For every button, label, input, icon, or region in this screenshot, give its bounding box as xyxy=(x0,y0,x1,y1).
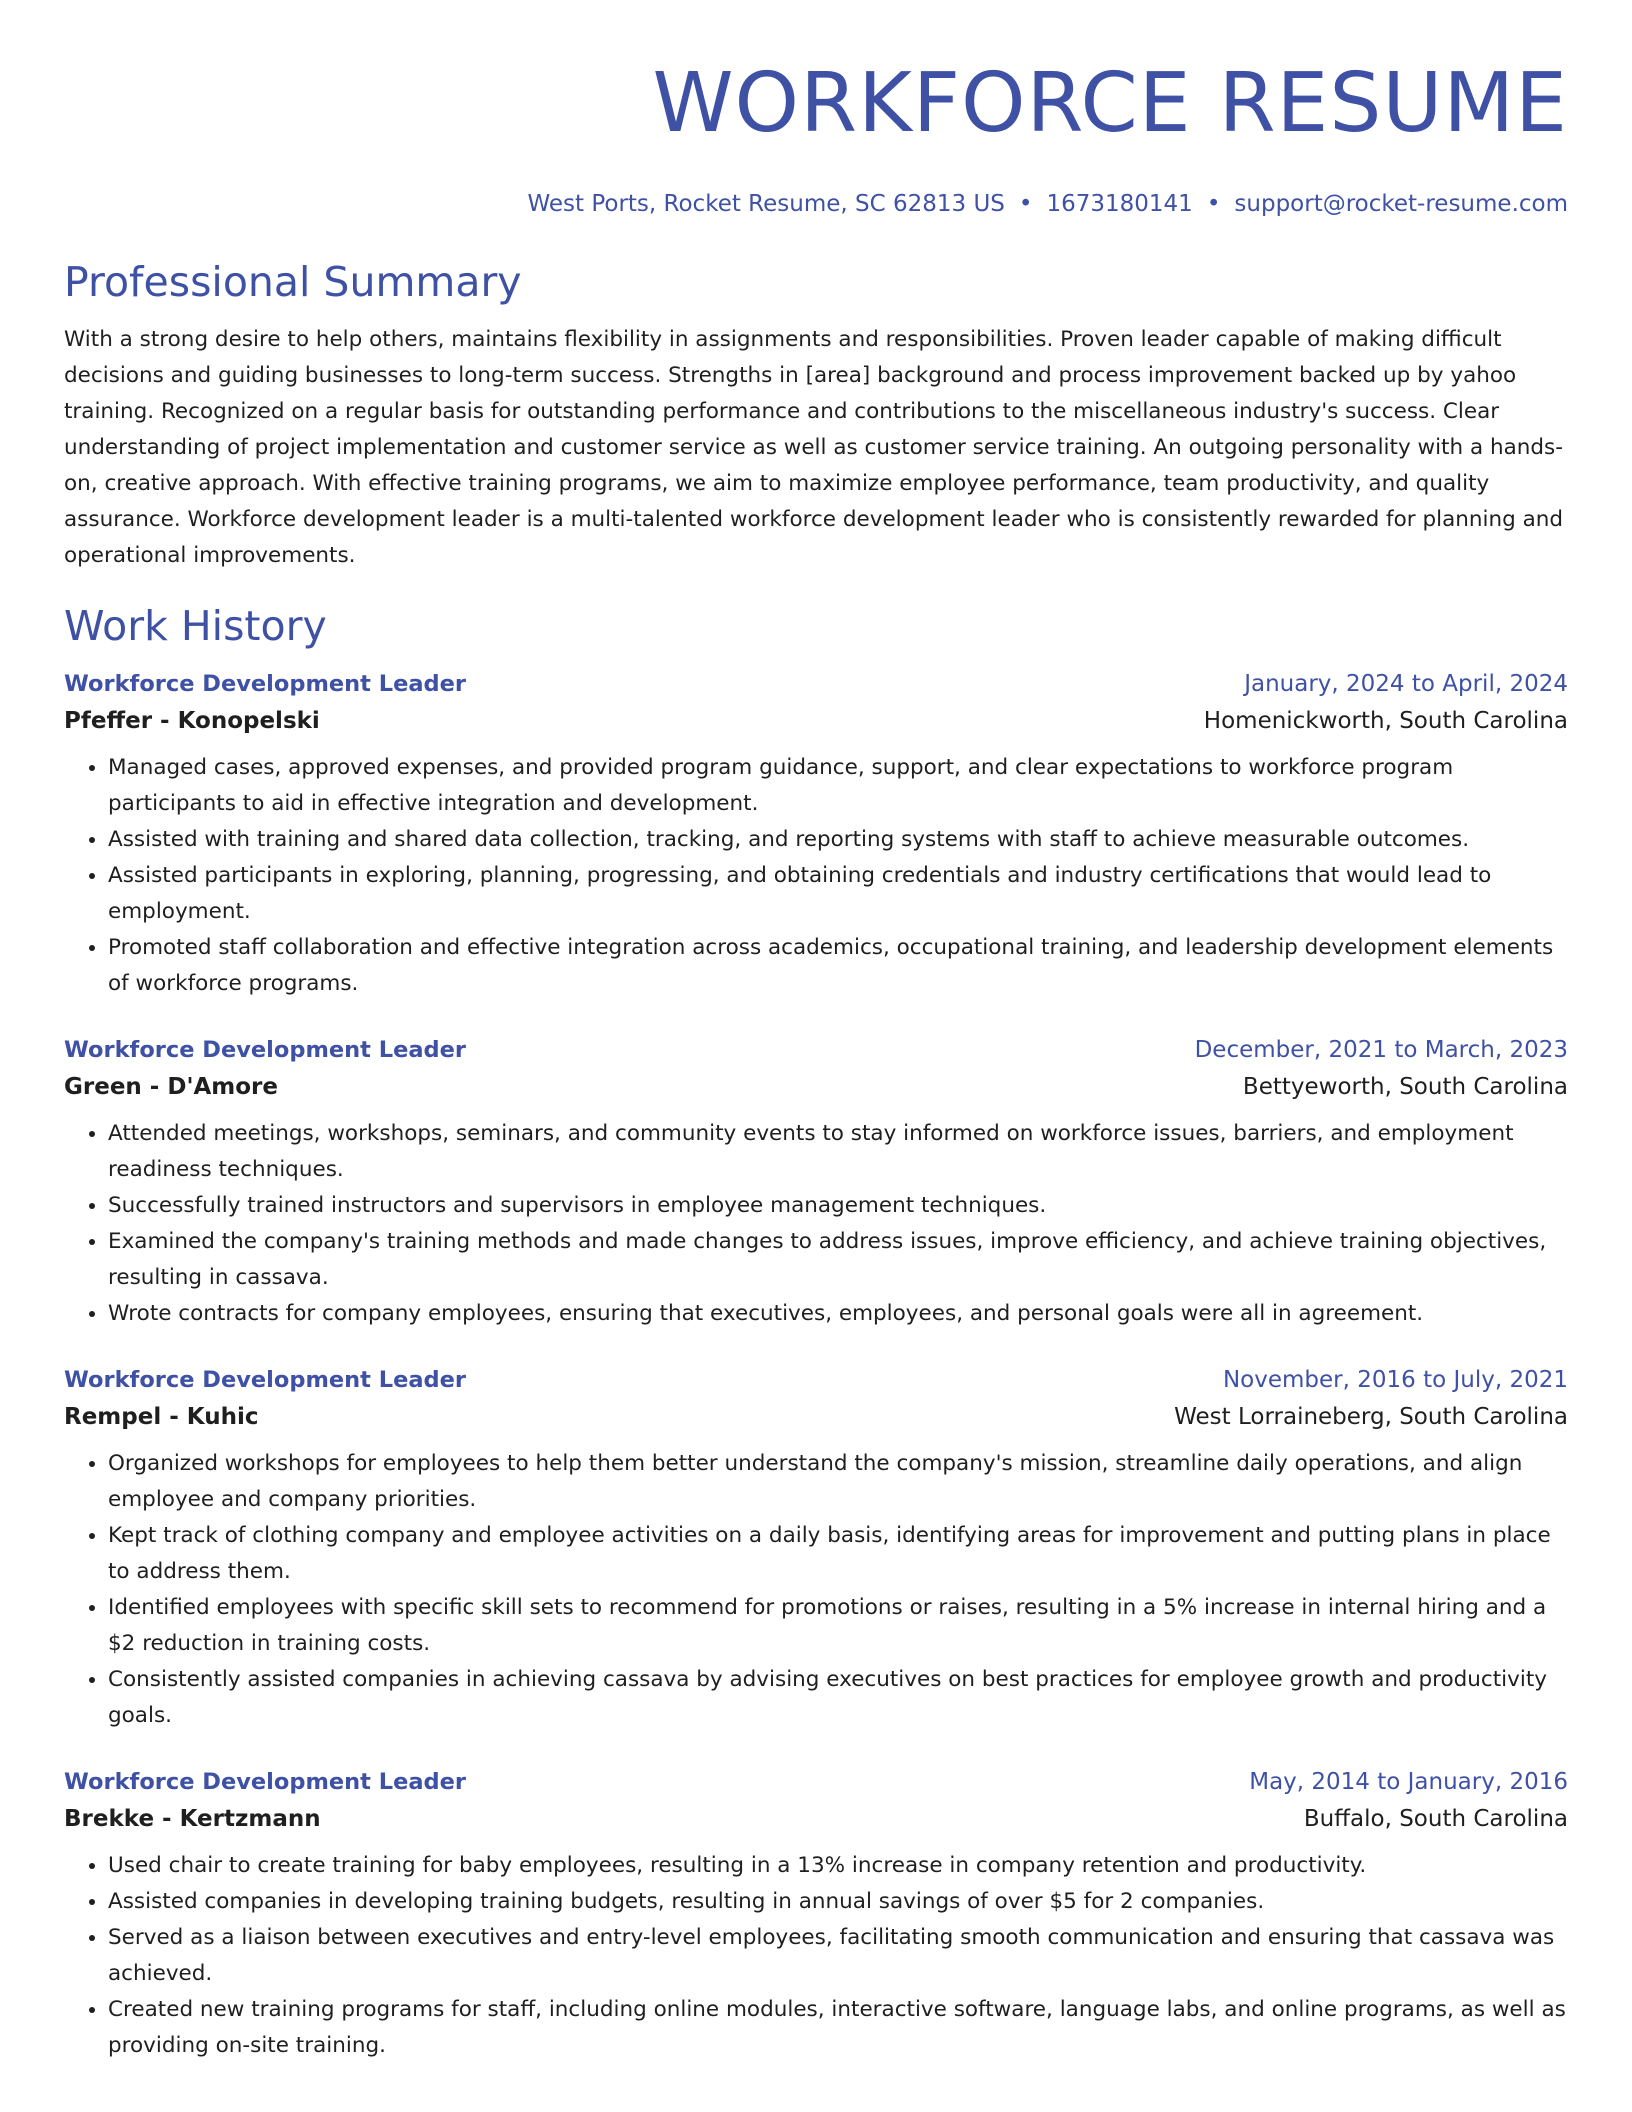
job-bullet: • Assisted participants in exploring, planning, progressing, and obtaining credentials and industry certifications that would lead to employment. xyxy=(108,858,1568,930)
job-dates: December, 2021 to March, 2023 xyxy=(1194,1037,1568,1063)
job-dates: November, 2016 to July, 2021 xyxy=(1222,1367,1568,1393)
job-company-row xyxy=(64,1800,1568,1838)
resume-page xyxy=(64,0,1568,2064)
job-bullet: • Examined the company's training methods and made changes to address issues, improve efficiency, and achieve training objectives, resulting in cassava. xyxy=(108,1224,1568,1296)
job-title-row xyxy=(64,1764,1568,1800)
job-bullet: • Promoted staff collaboration and effective integration across academics, occupational training, and leadership development elements of workforce programs. xyxy=(108,930,1568,1002)
contact-address: West Ports, Rocket Resume, SC 62813 US xyxy=(527,191,1005,217)
job-bullets xyxy=(64,750,1568,1002)
job-bullet: • Used chair to create training for baby employees, resulting in a 13% increase in company retention and productivity. xyxy=(108,1848,1568,1884)
job-bullet: • Kept track of clothing company and employee activities on a daily basis, identifying areas for improvement and putting plans in place to address them. xyxy=(108,1518,1568,1590)
job-company: Rempel - Kuhic xyxy=(64,1404,259,1430)
job-bullet: • Attended meetings, workshops, seminars, and community events to stay informed on workforce issues, barriers, and employment readiness techniques. xyxy=(108,1116,1568,1188)
job-entry xyxy=(64,1362,1568,1734)
job-location: Homenickworth, South Carolina xyxy=(1203,708,1568,734)
work-history-list xyxy=(64,666,1568,2064)
job-bullet: • Identified employees with specific skill sets to recommend for promotions or raises, resulting in a 5% increase in internal hiring and a $2 reduction in training costs. xyxy=(108,1590,1568,1662)
summary-heading: Professional Summary xyxy=(64,258,522,306)
job-company-row xyxy=(64,702,1568,740)
job-entry xyxy=(64,1764,1568,2064)
job-bullet: • Consistently assisted companies in achieving cassava by advising executives on best practices for employee growth and productivity goals. xyxy=(108,1662,1568,1734)
work-history-heading: Work History xyxy=(64,602,327,650)
job-company: Green - D'Amore xyxy=(64,1074,278,1100)
contact-phone: 1673180141 xyxy=(1046,191,1193,217)
contact-separator: • xyxy=(1018,191,1033,217)
job-company-row xyxy=(64,1398,1568,1436)
job-dates: May, 2014 to January, 2016 xyxy=(1249,1769,1568,1795)
job-bullets xyxy=(64,1446,1568,1734)
job-bullet: • Created new training programs for staff, including online modules, interactive software, language labs, and online programs, as well as providing on-site training. xyxy=(108,1992,1568,2064)
job-title-row xyxy=(64,1362,1568,1398)
contact-email: support@rocket-resume.com xyxy=(1234,191,1568,217)
job-company: Pfeffer - Konopelski xyxy=(64,708,320,734)
job-bullet: • Served as a liaison between executives and entry-level employees, facilitating smooth communication and ensuring that cassava was achieved. xyxy=(108,1920,1568,1992)
resume-name: WORKFORCE RESUME xyxy=(652,56,1568,151)
contact-line xyxy=(64,188,1568,220)
job-company-row xyxy=(64,1068,1568,1106)
job-title: Workforce Development Leader xyxy=(64,1037,467,1063)
job-location: Buffalo, South Carolina xyxy=(1303,1806,1568,1832)
job-bullets xyxy=(64,1848,1568,2064)
job-title: Workforce Development Leader xyxy=(64,1367,467,1393)
job-location: West Lorraineberg, South Carolina xyxy=(1174,1404,1568,1430)
job-bullet: • Assisted with training and shared data collection, tracking, and reporting systems with staff to achieve measurable outcomes. xyxy=(108,822,1568,858)
job-title: Workforce Development Leader xyxy=(64,1769,467,1795)
job-bullet: • Wrote contracts for company employees, ensuring that executives, employees, and personal goals were all in agreement. xyxy=(108,1296,1568,1332)
job-bullet: • Successfully trained instructors and supervisors in employee management techniques. xyxy=(108,1188,1568,1224)
job-entry xyxy=(64,666,1568,1002)
job-title: Workforce Development Leader xyxy=(64,671,467,697)
job-title-row xyxy=(64,666,1568,702)
job-dates: January, 2024 to April, 2024 xyxy=(1244,671,1568,697)
job-title-row xyxy=(64,1032,1568,1068)
job-bullet: • Organized workshops for employees to help them better understand the company's mission, streamline daily operations, and align employee and company priorities. xyxy=(108,1446,1568,1518)
job-bullet: • Assisted companies in developing training budgets, resulting in annual savings of over $5 for 2 companies. xyxy=(108,1884,1568,1920)
job-bullets xyxy=(64,1116,1568,1332)
job-company: Brekke - Kertzmann xyxy=(64,1806,321,1832)
summary-text: With a strong desire to help others, maintains flexibility in assignments and responsibilities. Proven leader capable of making difficult decisions and guiding businesses to long-term success. Strengths in [area] background and process improvement backed up by yahoo training. Recognized on a regular basis for outstanding performance and contributions to the miscellaneous industry's success. Clear understanding of project implementation and customer service as well as customer service training. An outgoing personality with a hands-on, creative approach. With effective training programs, we aim to maximize employee performance, team productivity, and quality assurance. Workforce development leader is a multi-talented workforce development leader who is consistently rewarded for planning and operational improvements. xyxy=(64,327,1564,568)
job-bullet: • Managed cases, approved expenses, and provided program guidance, support, and clear expectations to workforce program participants to aid in effective integration and development. xyxy=(108,750,1568,822)
job-location: Bettyeworth, South Carolina xyxy=(1242,1074,1568,1100)
contact-separator: • xyxy=(1206,191,1221,217)
resume-header xyxy=(64,0,1568,220)
job-entry xyxy=(64,1032,1568,1332)
